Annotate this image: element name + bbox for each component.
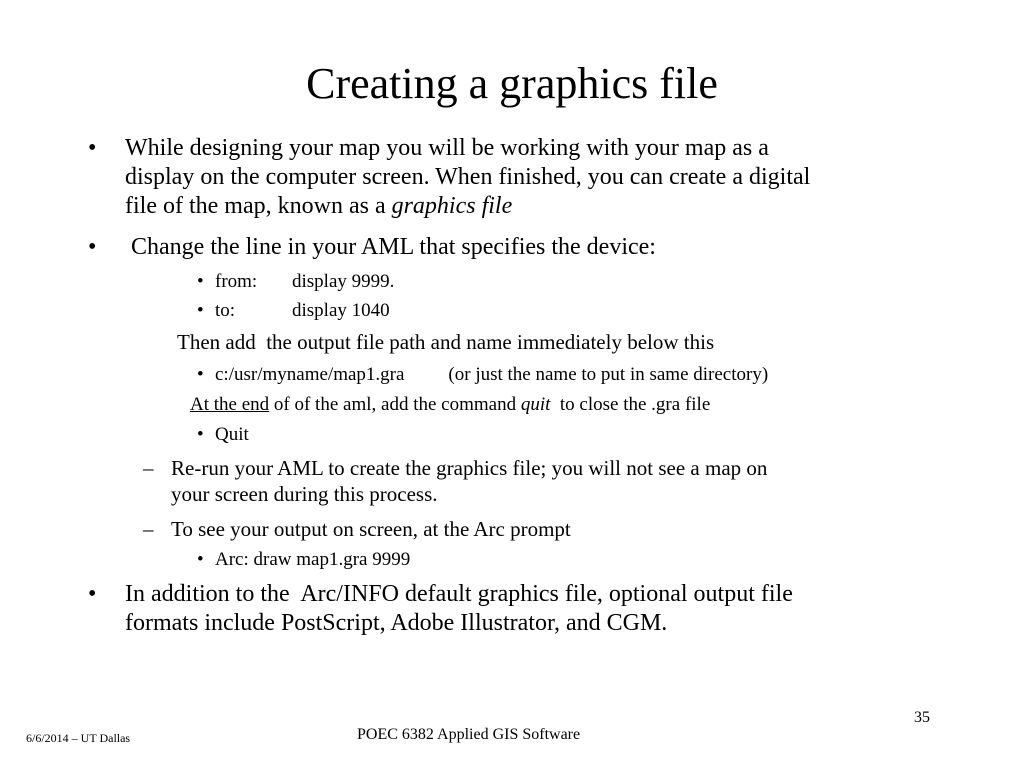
quit-command-term: quit [520, 394, 551, 415]
dash-item-to-see: To see your output on screen, at the Arc prompt [171, 517, 571, 541]
footer-course: POEC 6382 Applied GIS Software [357, 726, 581, 743]
graphics-file-term: graphics file [391, 193, 513, 219]
page-number: 35 [914, 709, 930, 726]
bullet-1-line-3 [125, 192, 1005, 221]
bullet-1-line-3-text: file of the map, known as a [125, 193, 392, 219]
at-the-end-body: of of the aml, add the command [269, 394, 521, 415]
at-the-end-suffix: to close the .gra file [550, 394, 711, 415]
sub-bullet-marker: • [197, 364, 204, 385]
dash-marker: – [143, 456, 154, 480]
sub-bullet-to [215, 299, 390, 323]
bullet-item-1 [125, 134, 1005, 221]
bullet-marker: • [88, 234, 97, 260]
to-value: display 1040 [292, 300, 390, 321]
to-label: to: [215, 300, 236, 321]
sub-bullet-from [215, 270, 394, 294]
bullet-item-2: Change the line in your AML that specifies the device: [125, 234, 656, 260]
bullet-1-line-1: While designing your map you will be working with your map as a [125, 135, 769, 161]
dash-marker: – [143, 517, 154, 541]
bullet-item-3 [125, 580, 1005, 638]
path-note: (or just the name to put in same directory) [448, 364, 769, 385]
path-value: c:/usr/myname/map1.gra [215, 364, 405, 385]
sub-bullet-marker: • [197, 424, 204, 445]
rerun-line-1: Re-run your AML to create the graphics file; you will not see a map on [171, 456, 768, 480]
from-label: from: [215, 271, 258, 292]
sub-bullet-arc: Arc: draw map1.gra 9999 [215, 549, 411, 570]
slide-title: Creating a graphics file [306, 59, 718, 108]
sub-bullet-marker: • [197, 549, 204, 570]
then-add-text: Then add the output file path and name immediately below this [177, 330, 715, 354]
bullet-marker: • [88, 135, 97, 161]
rerun-line-2: your screen during this process. [171, 482, 438, 506]
at-the-end-text [190, 393, 710, 417]
dash-item-rerun [171, 455, 991, 507]
sub-bullet-quit: Quit [215, 424, 249, 445]
sub-bullet-path [215, 363, 768, 387]
sub-bullet-marker: • [197, 300, 204, 321]
bullet-1-line-2: display on the computer screen. When finished, you can create a digital [125, 164, 811, 190]
sub-bullet-marker: • [197, 271, 204, 292]
at-the-end-underlined: At the end [190, 394, 270, 415]
footer-date: 6/6/2014 – UT Dallas [26, 731, 131, 745]
bullet-marker: • [88, 581, 97, 607]
bullet-3-line-1: In addition to the Arc/INFO default graphics file, optional output file [125, 581, 793, 607]
bullet-3-line-2: formats include PostScript, Adobe Illustrator, and CGM. [125, 610, 668, 636]
from-value: display 9999. [292, 271, 395, 292]
